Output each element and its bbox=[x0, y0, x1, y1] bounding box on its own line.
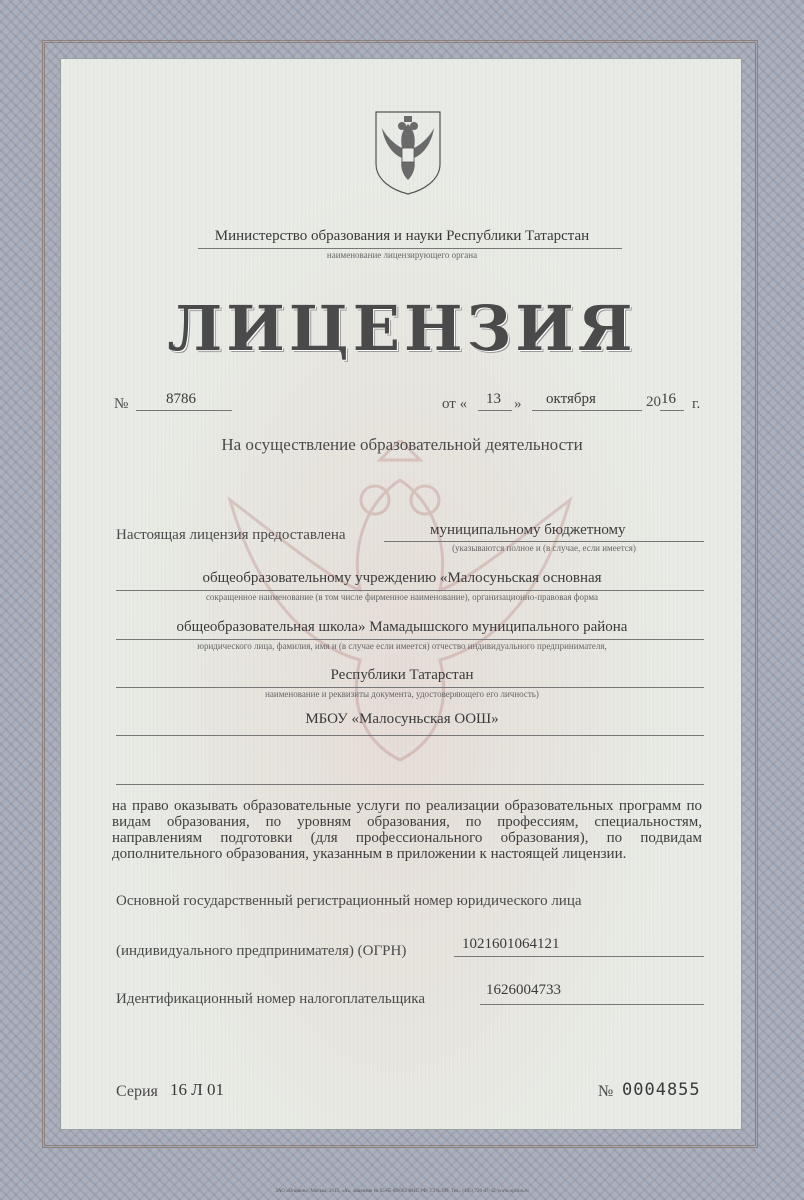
ogrn-value: 1021601064121 bbox=[462, 936, 560, 952]
date-from-label: от « bbox=[442, 396, 468, 412]
year-suffix: 16 bbox=[661, 391, 676, 407]
license-number: 8786 bbox=[166, 391, 196, 407]
day-underline bbox=[478, 410, 512, 411]
grantee-underline-5 bbox=[116, 735, 704, 736]
grantee-intro: Настоящая лицензия предоставлена bbox=[116, 527, 346, 543]
coat-of-arms-icon bbox=[372, 108, 444, 196]
year-underline bbox=[660, 410, 684, 411]
inn-value: 1626004733 bbox=[486, 982, 561, 998]
number-label: № bbox=[114, 396, 129, 412]
authority-underline bbox=[198, 248, 622, 249]
grantee-caption-1: (указываются полное и (в случае, если имеется) bbox=[452, 543, 636, 553]
grantee-underline-1 bbox=[384, 541, 704, 542]
grantee-line-1: муниципальному бюджетному bbox=[430, 522, 626, 538]
grantee-line-2: общеобразовательному учреждению «Малосуньская основная bbox=[202, 570, 602, 586]
license-subject: На осуществление образовательной деятельности bbox=[221, 435, 583, 454]
grantee-underline-2 bbox=[116, 590, 704, 591]
grantee-caption-3: юридического лица, фамилия, имя и (в случае если имеется) отчество индивидуального предпринимателя, bbox=[197, 641, 607, 651]
year-prefix: 20 bbox=[646, 394, 661, 410]
rights-paragraph: на право оказывать образовательные услуги по реализации образовательных программ по видам образования, по уровням образования, по профессиям, специальностям, направлениям подготовки (для профессионального образования), по подвидам дополнительного образования, указанным в приложении к настоящей лицензии. bbox=[112, 798, 702, 862]
series-value: 16 Л 01 bbox=[170, 1080, 225, 1099]
grantee-underline-4 bbox=[116, 687, 704, 688]
blank-number-label: № bbox=[598, 1083, 614, 1100]
grantee-caption-4: наименование и реквизиты документа, удостоверяющего его личность) bbox=[265, 689, 539, 699]
grantee-caption-2: сокращенное наименование (в том числе фирменное наименование), организационно-правовая форма bbox=[205, 592, 599, 602]
document-title: ЛИЦЕНЗИЯ bbox=[167, 292, 637, 365]
grantee-short-name: МБОУ «Малосуньская ООШ» bbox=[305, 711, 499, 727]
ogrn-label-2: (индивидуального предпринимателя) (ОГРН) bbox=[116, 943, 407, 959]
month-underline bbox=[532, 410, 642, 411]
grantee-line-3: общеобразовательная школа» Мамадышского муниципального района bbox=[176, 619, 628, 635]
ogrn-underline bbox=[454, 956, 704, 957]
authority-name: Министерство образования и науки Республики Татарстан bbox=[214, 228, 590, 244]
inn-underline bbox=[480, 1004, 704, 1005]
date-day: 13 bbox=[486, 391, 501, 407]
date-quote-close: » bbox=[514, 396, 522, 412]
blank-number-value: 0004855 bbox=[622, 1080, 701, 1100]
ogrn-label-1: Основной государственный регистрационный номер юридического лица bbox=[116, 893, 582, 909]
inn-label: Идентификационный номер налогоплательщика bbox=[116, 991, 426, 1007]
year-label: г. bbox=[692, 396, 701, 412]
grantee-line-4: Республики Татарстан bbox=[330, 667, 474, 683]
series-label: Серия bbox=[116, 1083, 158, 1100]
printer-note: ЗАО «Опцион», Москва, 2015, «А», лицензия № 05-05-09/003 ФНС РФ, ТЗ №399. Тел.: (495) 726-47-42, www.opcion.ru bbox=[275, 1189, 529, 1194]
date-month: октября bbox=[546, 391, 596, 407]
grantee-underline-3 bbox=[116, 639, 704, 640]
authority-caption: наименование лицензирующего органа bbox=[326, 250, 478, 260]
grantee-underline-6 bbox=[116, 784, 704, 785]
number-underline bbox=[136, 410, 232, 411]
